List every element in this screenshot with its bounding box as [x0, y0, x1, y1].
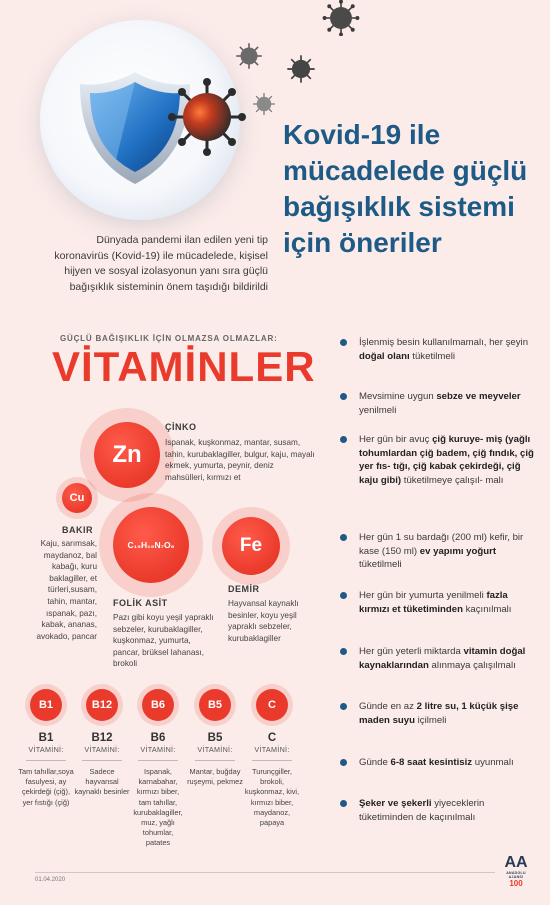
bullet-icon: [340, 436, 347, 443]
list-item: [340, 390, 540, 417]
section-title: VİTAMİNLER: [52, 343, 316, 390]
divider: [195, 760, 235, 761]
copper-desc: Kaju, sarımsak, maydanoz, bal kabağı, kuru baklagiller, et türleri,susam, tahin, mantar, ıspanak, pazı, kabak, ananas, avokado, pancar: [36, 539, 97, 641]
bullet-icon: [340, 759, 347, 766]
rec-text: Mevsimine uygun: [359, 391, 437, 402]
logo-brand: ANADOLU AJANSI: [506, 871, 526, 879]
rec-text: alınmaya çalışılmalı: [428, 659, 516, 671]
rec-text: tüketilmeli: [409, 350, 455, 362]
list-item: [340, 531, 540, 572]
list-item: [340, 336, 540, 363]
vitamin-b5: [187, 689, 243, 787]
vitamin-name: B1: [38, 732, 54, 744]
vitamin-badge: B1: [30, 689, 62, 721]
rec-text: tüketilmeye çalışıl- malı: [401, 474, 504, 486]
rec-text: İşlenmiş besin kullanılmamalı, her şeyin: [359, 337, 529, 348]
vitamin-badge: B6: [142, 689, 174, 721]
virus-icon: [235, 42, 263, 70]
agency-logo: [499, 855, 533, 888]
rec-bold: sebze ve meyveler: [436, 391, 521, 402]
iron-label: DEMİR: [228, 584, 260, 594]
rec-bold: Şeker ve şekerli: [359, 798, 432, 809]
rec-bold: doğal olanı: [359, 350, 410, 362]
rec-text: yenilmeli: [359, 404, 397, 416]
list-item: [340, 700, 540, 727]
divider: [26, 760, 66, 761]
vitamin-sub: VİTAMİNİ:: [254, 745, 290, 754]
vitamin-desc: Sadece hayvansal kaynaklı besinler: [74, 767, 130, 797]
vitamin-b1: [18, 689, 74, 808]
rec-bold: 6-8 saat kesintisiz: [390, 757, 473, 768]
vitamin-name: B12: [91, 732, 113, 744]
iron-badge: Fe: [222, 517, 280, 575]
section-subhead: GÜÇLÜ BAĞIŞIKLIK İÇİN OLMAZSA OLMAZLAR:: [60, 334, 278, 343]
rec-text: Her gün bir yumurta yenilmeli: [359, 590, 487, 601]
rec-text: kaçınılmalı: [462, 603, 512, 615]
rec-text: içilmeli: [414, 714, 447, 726]
page-title: Kovid-19 ile mücadelede güçlü bağışıklık sistemi için öneriler: [283, 119, 528, 258]
vitamin-name: B5: [207, 732, 223, 744]
vitamin-desc: Turunçgiller, brokoli, kuşkonmaz, kivi, kırmızı biber, maydanoz, papaya: [244, 767, 300, 828]
rec-text: Her gün yeterli miktarda: [359, 646, 464, 657]
zinc-badge: Zn: [94, 422, 160, 488]
vitamin-badge: C: [256, 689, 288, 721]
vitamin-c: [244, 689, 300, 828]
zinc-label: ÇİNKO: [165, 422, 197, 432]
rec-text: uyunmalı: [472, 757, 514, 768]
zinc-desc: Ispanak, kuşkonmaz, mantar, susam, tahin, kurubaklagiller, bulgur, kaju, mayalı ekmek, yumurta, peynir, deniz mahsülleri, kırmızı et: [165, 438, 315, 482]
footer-divider: [35, 872, 495, 873]
vitamin-desc: Ispanak, karnabahar, kırmızı biber, tam tahıllar, kurubaklagiller, muz, yağlı tohumlar, patates: [133, 767, 183, 848]
vitamin-sub: VİTAMİNİ:: [197, 745, 233, 754]
bullet-icon: [340, 339, 347, 346]
logo-letters: AA: [504, 854, 528, 871]
rec-text: Her gün 1 su bardağı (200 ml) kefir, bir kase (150 ml): [359, 532, 524, 557]
vitamin-badge: B5: [199, 689, 231, 721]
intro-text: Dünyada pandemi ilan edilen yeni tip koronavirüs (Kovid-19) ile mücadelede, kişisel hijyen ve sosyal izolasyonun yanı sıra güçlü bağışıklık sisteminin önem taşıdığı bildirildi: [54, 234, 268, 293]
vitamin-desc: Tam tahıllar,soya fasulyesi, ay çekirdeği (çiğ), yer fıstığı (çiğ): [18, 767, 74, 807]
bullet-icon: [340, 534, 347, 541]
vitamin-name: B6: [150, 732, 166, 744]
vitamin-sub: VİTAMİNİ:: [28, 745, 64, 754]
vitamin-name: C: [267, 732, 277, 744]
vitamin-badge: B12: [86, 689, 118, 721]
rec-text: tüketilmeli: [359, 559, 402, 571]
rec-bold: ev yapımı yoğurt: [419, 545, 497, 557]
rec-text: Günde en az: [359, 701, 417, 712]
copper-badge: Cu: [62, 483, 92, 513]
virus-icon: [318, 0, 364, 36]
bullet-icon: [340, 800, 347, 807]
virus-icon: [168, 78, 246, 156]
list-item: [340, 756, 540, 770]
list-item: [340, 589, 540, 616]
divider: [252, 760, 292, 761]
divider: [82, 760, 122, 761]
virus-icon: [252, 92, 276, 116]
bullet-icon: [340, 703, 347, 710]
folic-acid-label: FOLİK ASİT: [113, 598, 168, 608]
vitamin-sub: VİTAMİNİ:: [84, 745, 120, 754]
vitamin-desc: Mantar, buğday ruşeymi, pekmez: [187, 767, 243, 787]
folic-acid-desc: Pazı gibi koyu yeşil yapraklı sebzeler, kurubaklagiller, kuşkonmaz, yumurta, pancar, brüksel lahanası, brokoli: [113, 613, 214, 669]
rec-text: Her gün bir avuç: [359, 434, 433, 445]
vitamin-b12: [74, 689, 130, 798]
logo-years: 100: [509, 879, 523, 888]
list-item: [340, 797, 540, 824]
copper-label: BAKIR: [62, 525, 93, 535]
iron-desc: Hayvansal kaynaklı besinler, koyu yeşil yapraklı sebzeler, kurubaklagiller: [228, 599, 299, 643]
bullet-icon: [340, 592, 347, 599]
footer-date: 01.04.2020: [35, 877, 66, 883]
rec-bold: çiğ kuruye- miş (yağlı tohumlardan çiğ badem, çiğ fındık, çiğ yer fıs- tığı, çiğ kabak çekirdeği, çiğ kaju gibi): [359, 434, 534, 486]
rec-bold: vitamin doğal kaynaklarından: [359, 646, 526, 671]
virus-icon: [286, 54, 316, 84]
folic-acid-badge: C₁₉H₁₉N₇O₆: [113, 507, 189, 583]
divider: [138, 760, 178, 761]
vitamin-b6: [130, 689, 186, 849]
rec-text: Günde: [359, 757, 391, 768]
list-item: [340, 433, 540, 487]
bullet-icon: [340, 648, 347, 655]
rec-bold: fazla kırmızı et tüketiminden: [359, 590, 508, 615]
bullet-icon: [340, 393, 347, 400]
rec-text: yiyeceklerin tüketiminden de kaçınılmalı: [359, 798, 485, 823]
rec-bold: 2 litre su, 1 küçük şişe maden suyu: [359, 701, 519, 726]
vitamin-sub: VİTAMİNİ:: [140, 745, 176, 754]
list-item: [340, 645, 540, 672]
